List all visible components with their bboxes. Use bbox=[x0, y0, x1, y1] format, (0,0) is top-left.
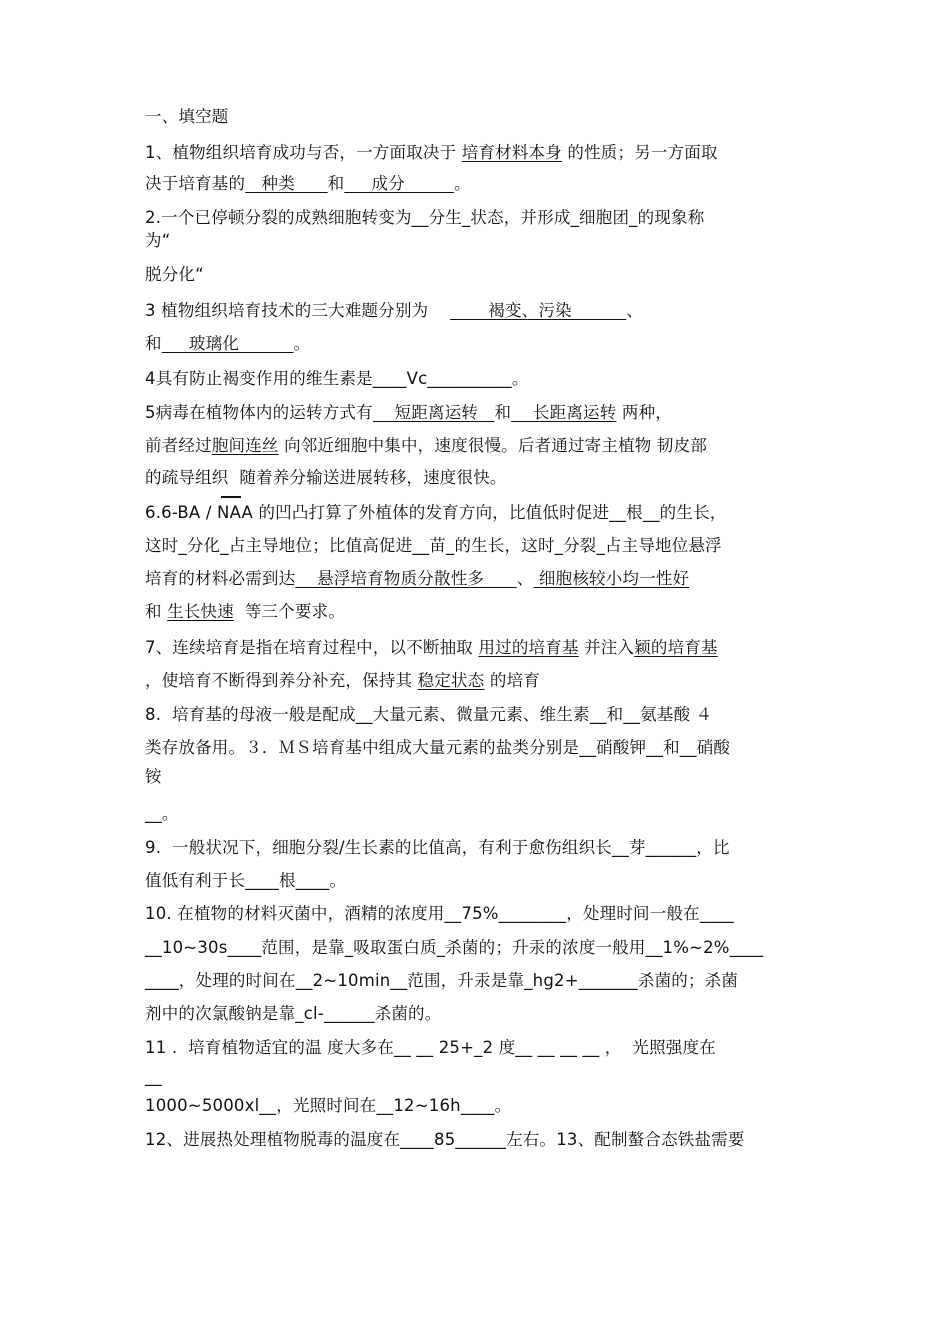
text-segment: 6.6-BA / NAA 的凹凸打算了外植体的发育方向，比值低时促进__根__的生长， bbox=[145, 503, 727, 522]
answer-blank: 种类 bbox=[245, 174, 328, 193]
text-line bbox=[145, 670, 540, 692]
text-segment: 为“ bbox=[145, 231, 171, 250]
text-line bbox=[145, 368, 529, 390]
text-segment: 10. 在植物的材料灭菌中，酒精的浓度用__75%________，处理时间一般在____ bbox=[145, 904, 734, 923]
text-line bbox=[145, 535, 722, 557]
text-line bbox=[145, 142, 718, 164]
text-line bbox=[145, 970, 738, 992]
text-segment: __ bbox=[145, 1067, 162, 1086]
text-segment: 2.一个已停顿分裂的成熟细胞转变为__分生_状态，并形成_细胞团_的现象称 bbox=[145, 208, 705, 227]
text-segment: 、 bbox=[516, 569, 534, 588]
text-line bbox=[145, 207, 704, 229]
answer-blank: 玻璃化 bbox=[161, 334, 294, 353]
answer-blank: 颖的培育基 bbox=[634, 638, 718, 657]
answer-blank: 褐变、污染 bbox=[450, 301, 627, 320]
text-segment: 前者经过 bbox=[145, 436, 212, 455]
text-segment: 两种， bbox=[616, 403, 672, 422]
text-line bbox=[145, 870, 346, 892]
answer-blank: 用过的培育基 bbox=[478, 638, 579, 657]
text-line bbox=[145, 300, 643, 322]
text-line bbox=[145, 803, 179, 825]
text-segment: 剂中的次氯酸钠是靠_cl-______杀菌的。 bbox=[145, 1004, 442, 1023]
answer-blank: 短距离运转 bbox=[372, 403, 495, 422]
text-line bbox=[145, 601, 345, 623]
text-segment: 铵 bbox=[145, 767, 162, 786]
text-segment: 1、植物组织培育成功与否，一方面取决于 bbox=[145, 143, 462, 162]
text-line bbox=[145, 467, 507, 489]
text-segment: 和 bbox=[145, 334, 162, 353]
text-line bbox=[145, 937, 764, 959]
answer-blank: 悬浮培育物质分散性多 bbox=[295, 569, 517, 588]
text-segment: 的性质；另一方面取 bbox=[561, 143, 718, 162]
text-segment: 5病毒在植物体内的运转方式有 bbox=[145, 403, 373, 422]
text-line bbox=[145, 1003, 441, 1025]
text-line bbox=[145, 766, 162, 788]
text-line bbox=[145, 568, 689, 590]
text-line bbox=[145, 435, 707, 457]
text-segment: 等三个要求。 bbox=[233, 602, 346, 621]
answer-blank: 细胞核较小均一性好 bbox=[533, 569, 690, 588]
text-segment: __。 bbox=[145, 804, 179, 823]
text-segment: 9. 一般状况下，细胞分裂/生长素的比值高，有利于愈伤组织长__芽______，比 bbox=[145, 838, 730, 857]
text-segment: 向邻近细胞中集中，速度很慢。后者通过寄主植物 韧皮部 bbox=[278, 436, 708, 455]
text-line bbox=[145, 264, 204, 286]
text-line bbox=[145, 704, 712, 726]
text-segment: 、 bbox=[626, 301, 643, 320]
text-line bbox=[145, 1095, 511, 1117]
text-segment: 这时_分化_占主导地位；比值高促进__苗_的生长，这时_分裂_占主导地位悬浮 bbox=[145, 536, 722, 555]
text-segment: 的培育 bbox=[484, 671, 541, 690]
text-line bbox=[145, 737, 730, 759]
section-title: 一、填空题 bbox=[145, 107, 229, 126]
text-line bbox=[145, 173, 471, 195]
ratio-overline bbox=[221, 496, 241, 498]
text-line bbox=[145, 637, 718, 659]
text-line bbox=[145, 1037, 716, 1059]
text-segment: 类存放备用。３．ＭＳ培育基中组成大量元素的盐类分别是__硝酸钾__和__硝酸 bbox=[145, 738, 731, 757]
text-segment: 3 植物组织培育技术的三大难题分别为 bbox=[145, 301, 451, 320]
text-segment: 并注入 bbox=[578, 638, 635, 657]
text-segment: __10~30s____范围，是靠_吸取蛋白质_杀菌的；升汞的浓度一般用__1%~2%____ bbox=[145, 938, 764, 957]
text-line bbox=[145, 402, 672, 424]
text-segment: 脱分化“ bbox=[145, 265, 204, 284]
text-line bbox=[145, 333, 310, 355]
text-segment: 8. 培育基的母液一般是配成__大量元素、微量元素、维生素__和__氨基酸 ４ bbox=[145, 705, 713, 724]
text-segment: ____，处理的时间在__2~10min__范围，升汞是靠_hg2+_______杀菌的；杀菌 bbox=[145, 971, 739, 990]
text-segment: 和 bbox=[494, 403, 512, 422]
answer-blank: 培育材料本身 bbox=[461, 143, 562, 162]
text-segment: 1000~5000xl__，光照时间在__12~16h____。 bbox=[145, 1096, 512, 1115]
text-segment: 决于培育基的 bbox=[145, 174, 246, 193]
answer-blank: 成分 bbox=[344, 174, 454, 193]
answer-blank: 长距离运转 bbox=[511, 403, 617, 422]
text-segment: 12、进展热处理植物脱毒的温度在____85______左右。13、配制螯合态铁盐需要 bbox=[145, 1130, 745, 1149]
text-line bbox=[145, 230, 170, 252]
text-line bbox=[145, 903, 734, 925]
text-segment: 11 . 培育植物适宜的温 度大多在__ __ 25+_2 度__ __ __ __ ， 光照强度在 bbox=[145, 1038, 716, 1057]
answer-blank: 生长快速 bbox=[167, 602, 234, 621]
answer-blank: 胞间连丝 bbox=[211, 436, 279, 455]
answer-blank: 稳定状态 bbox=[417, 671, 485, 690]
text-segment: ，使培育不断得到养分补充，保持其 bbox=[145, 671, 418, 690]
text-line bbox=[145, 1129, 745, 1151]
text-line bbox=[145, 502, 726, 524]
text-segment: 7、连续培育是指在培育过程中，以不断抽取 bbox=[145, 638, 479, 657]
text-segment: 和 bbox=[145, 602, 168, 621]
text-segment: 。 bbox=[453, 174, 471, 193]
text-segment: 值低有利于长____根____。 bbox=[145, 871, 347, 890]
text-segment: 4具有防止褐变作用的维生素是____Vc__________。 bbox=[145, 369, 529, 388]
text-segment: 和 bbox=[327, 174, 345, 193]
text-segment: 培育的材料必需到达 bbox=[145, 569, 296, 588]
text-segment: 的疏导组织 随着养分输送进展转移，速度很快。 bbox=[145, 468, 507, 487]
text-line bbox=[145, 837, 730, 859]
text-line bbox=[145, 1066, 162, 1088]
text-segment: 。 bbox=[293, 334, 311, 353]
